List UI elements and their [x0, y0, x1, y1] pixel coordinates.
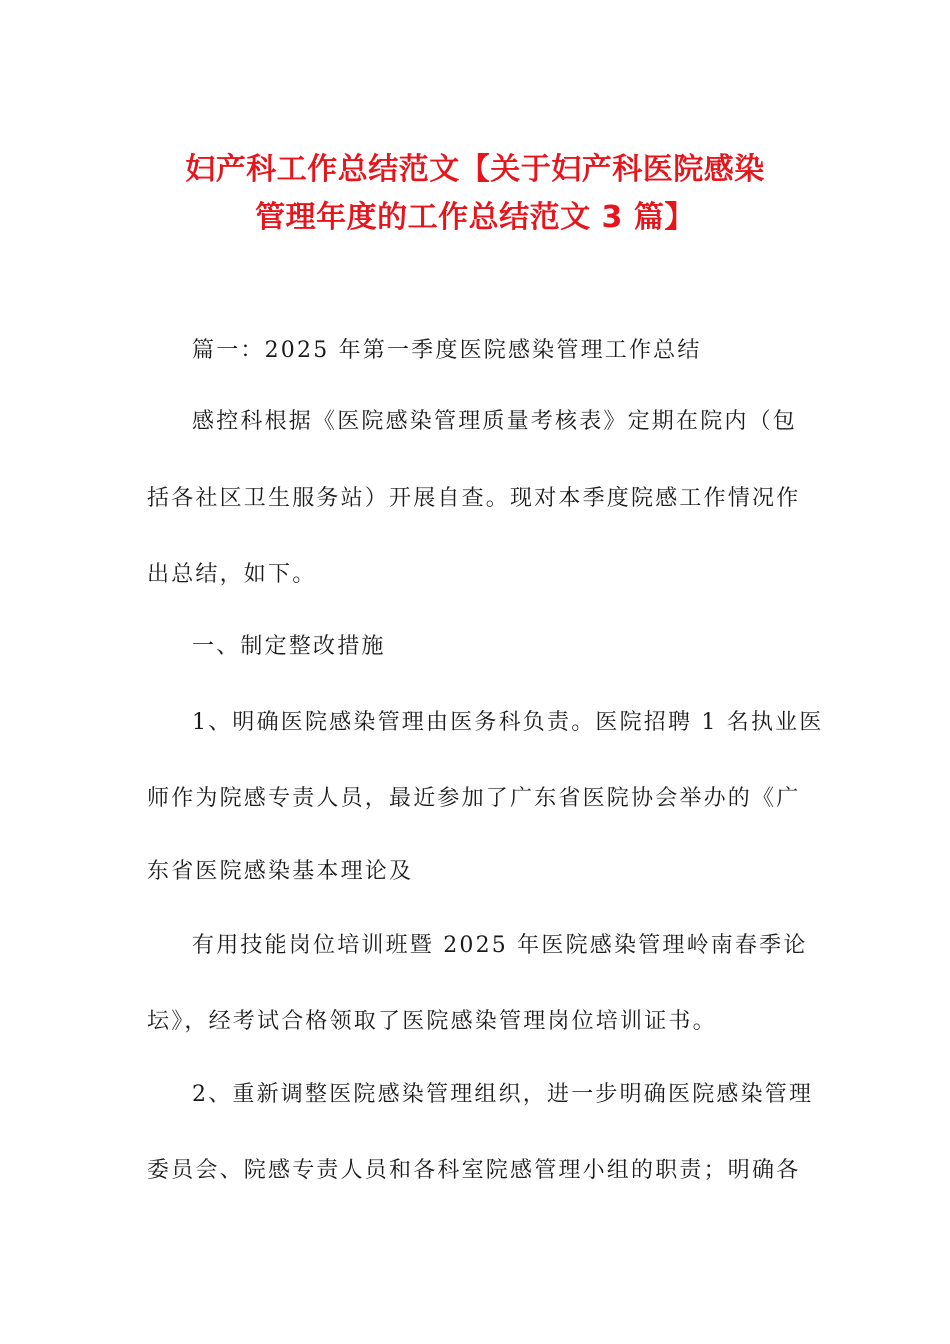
subheading: 一、制定整改措施	[192, 634, 386, 659]
title-line-1: 妇产科工作总结范文【关于妇产科医院感染	[185, 152, 765, 187]
paragraph-line: 师作为院感专责人员，最近参加了广东省医院协会举办的《广	[147, 786, 801, 811]
paragraph-line: 括各社区卫生服务站）开展自查。现对本季度院感工作情况作	[147, 486, 801, 511]
document-title	[120, 146, 830, 242]
paragraph-line: 坛》，经考试合格领取了医院感染管理岗位培训证书。	[147, 1009, 717, 1034]
paragraph-line: 有用技能岗位培训班暨 2025 年医院感染管理岭南春季论	[192, 933, 808, 958]
title-line-2: 管理年度的工作总结范文 3 篇】	[255, 200, 695, 235]
paragraph-line: 2、重新调整医院感染管理组织，进一步明确医院感染管理	[192, 1082, 814, 1107]
paragraph-line: 委员会、院感专责人员和各科室院感管理小组的职责；明确各	[147, 1158, 801, 1183]
paragraph-line: 出总结，如下。	[147, 562, 317, 587]
paragraph-line: 感控科根据《医院感染管理质量考核表》定期在院内（包	[192, 409, 798, 434]
section-heading: 篇一：2025 年第一季度医院感染管理工作总结	[192, 338, 702, 363]
paragraph-line: 东省医院感染基本理论及	[147, 859, 414, 884]
paragraph-line: 1、明确医院感染管理由医务科负责。医院招聘 1 名执业医	[192, 710, 824, 735]
